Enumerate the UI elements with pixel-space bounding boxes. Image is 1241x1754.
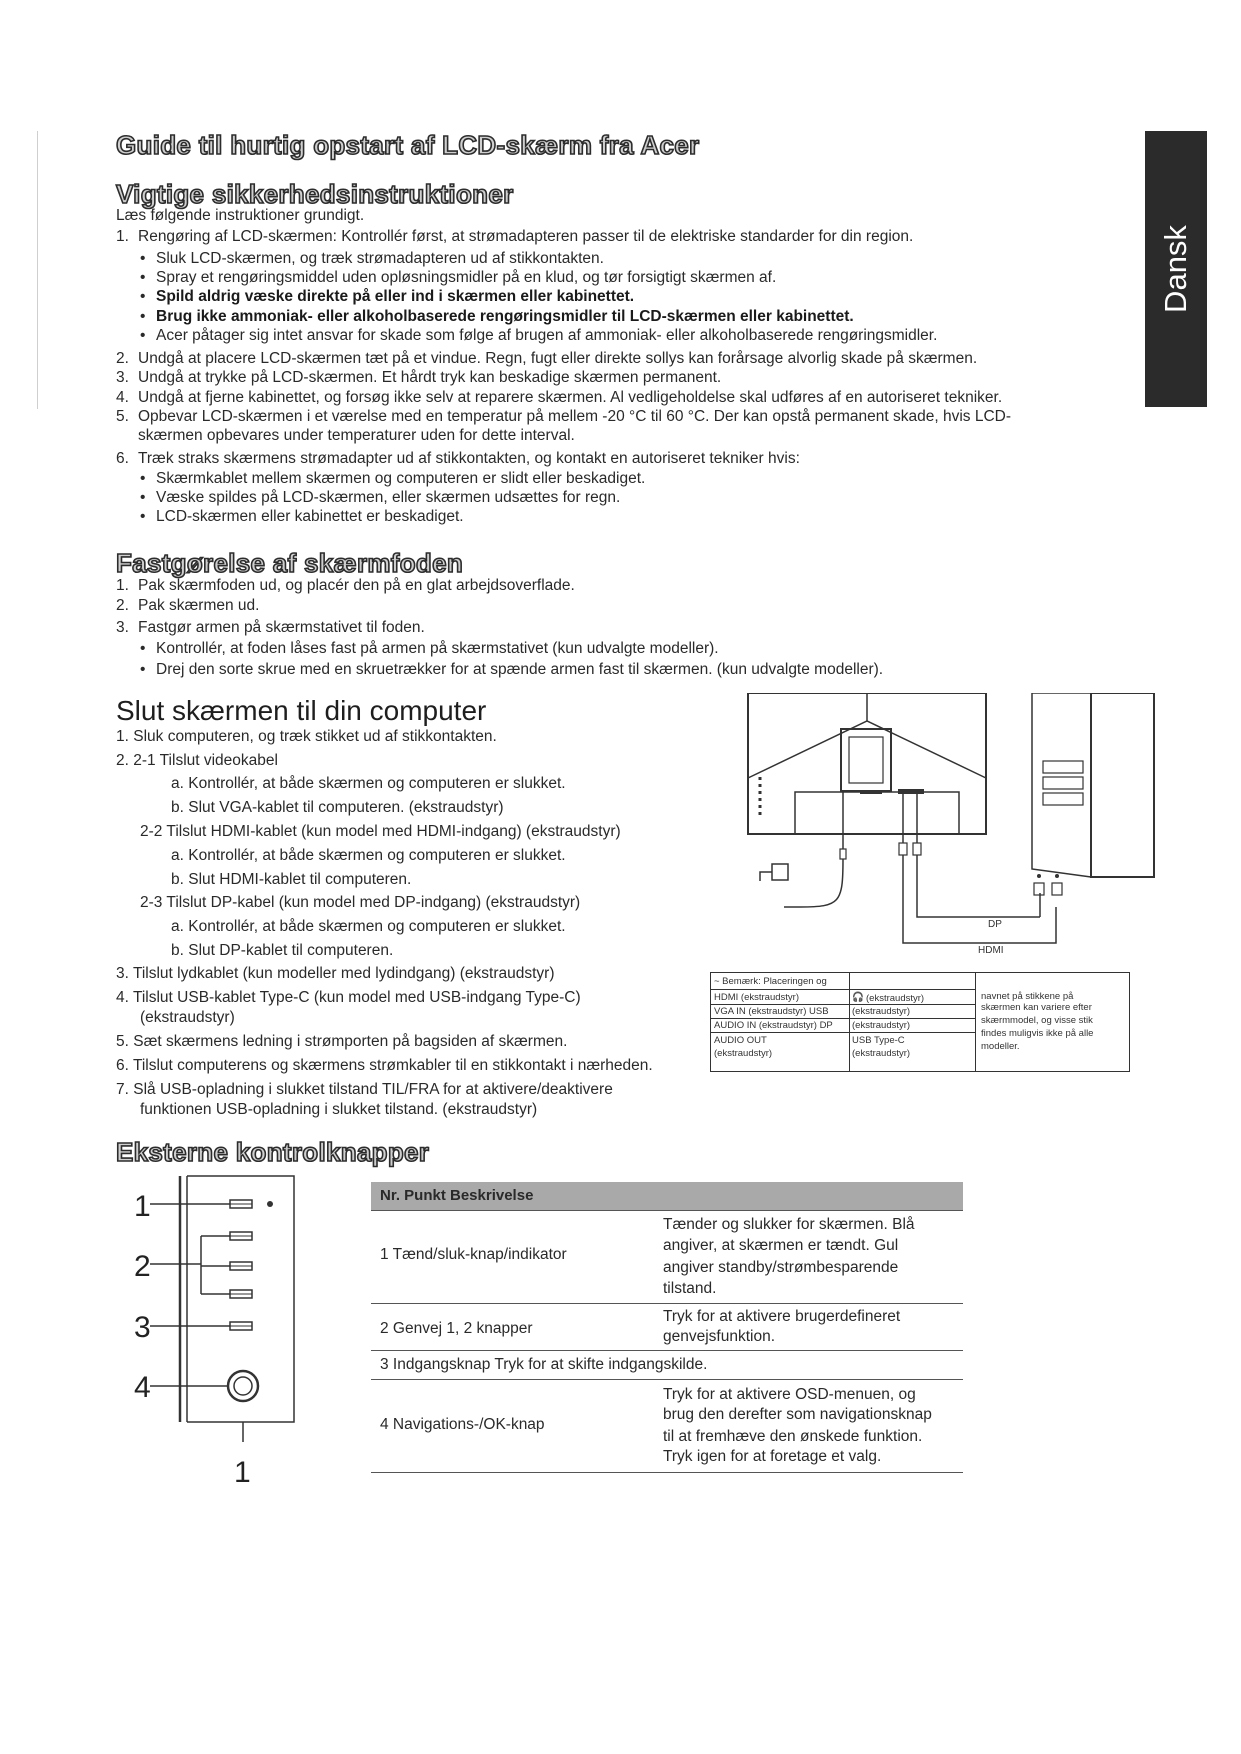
stand-item-text: Pak skærmfoden ud, og placér den på en glat arbejdsoverflade.: [138, 577, 575, 594]
note-cell: AUDIO OUT: [714, 1035, 767, 1046]
note-cell: findes muligvis ikke på alle: [981, 1028, 1094, 1039]
bullet: •: [140, 640, 146, 657]
diagram-number: 2: [134, 1250, 151, 1283]
note-cell: (ekstraudstyr): [866, 993, 925, 1004]
safety-bullet-warning: Brug ikke ammoniak- eller alkoholbaserede rengøringsmidler til LCD-skærmen eller kabinettet.: [156, 308, 854, 325]
safety-bullet: Væske spildes på LCD-skærmen, eller skærmen udsættes for regn.: [156, 489, 621, 506]
connect-step: funktionen USB-opladning i slukket tilstand. (ekstraudstyr): [140, 1101, 538, 1118]
stand-item-num: 2.: [116, 597, 129, 614]
note-cell: ~ Bemærk: Placeringen og: [714, 976, 827, 987]
stand-heading: Fastgørelse af skærmfoden: [116, 548, 464, 578]
safety-heading: Vigtige sikkerhedsinstruktioner: [116, 179, 514, 209]
connect-substep: b. Slut DP-kablet til computeren.: [171, 942, 394, 959]
table-rule: [371, 1303, 963, 1304]
stand-item-text: Fastgør armen på skærmstativet til foden.: [138, 619, 425, 636]
table-row-desc: brug den derefter som navigationsknap: [663, 1406, 932, 1423]
diagram-number: 1: [134, 1190, 151, 1223]
connect-substep: b. Slut VGA-kablet til computeren. (ekstraudstyr): [171, 799, 504, 816]
table-row-desc: Tryk for at aktivere brugerdefineret: [663, 1308, 901, 1325]
diagram-number: 1: [234, 1456, 251, 1489]
connect-step: 2-2 Tilslut HDMI-kablet (kun model med HDMI-indgang) (ekstraudstyr): [140, 823, 621, 840]
table-row-desc: angiver, at skærmen er tændt. Gul: [663, 1237, 899, 1254]
connect-step: 5. Sæt skærmens ledning i strømporten på bagsiden af skærmen.: [116, 1033, 568, 1050]
note-cell: (ekstraudstyr): [714, 1048, 773, 1059]
table-rule: [371, 1379, 963, 1380]
table-rule: [371, 1210, 963, 1211]
safety-bullet: LCD-skærmen eller kabinettet er beskadiget.: [156, 508, 464, 525]
connect-substep: b. Slut HDMI-kablet til computeren.: [171, 871, 412, 888]
hdmi-label: HDMI: [978, 945, 1004, 956]
safety-item-num: 6.: [116, 450, 129, 467]
note-cell: modeller.: [981, 1041, 1020, 1052]
connect-step: 1. Sluk computeren, og træk stikket ud af stikkontakten.: [116, 728, 497, 745]
safety-item-text: Opbevar LCD-skærmen i et værelse med en temperatur på mellem -20 °C til 60 °C. Der kan opstå permanent skade, hvis LCD-: [138, 408, 1011, 425]
bullet: •: [140, 508, 146, 525]
safety-item-num: 3.: [116, 369, 129, 386]
table-header: [371, 1182, 963, 1210]
diagram-number: 4: [134, 1371, 151, 1404]
diagram-number: 3: [134, 1311, 151, 1344]
safety-item-text: Undgå at placere LCD-skærmen tæt på et vindue. Regn, fugt eller direkte sollys kan forårsage alvorlig skade på skærmen.: [138, 350, 978, 367]
connect-substep: a. Kontrollér, at både skærmen og computeren er slukket.: [171, 847, 566, 864]
connect-step: 7. Slå USB-opladning i slukket tilstand TIL/FRA for at aktivere/deaktivere: [116, 1081, 613, 1098]
table-row-desc: genvejsfunktion.: [663, 1328, 776, 1345]
note-cell: USB Type-C: [852, 1035, 905, 1046]
connect-step: (ekstraudstyr): [140, 1009, 235, 1026]
bullet: •: [140, 470, 146, 487]
safety-item-text: Rengøring af LCD-skærmen: Kontrollér først, at strømadapteren passer til de elektriske standarder for din region.: [138, 228, 914, 245]
language-tab: [1145, 131, 1207, 407]
note-cell: skærmen kan variere efter: [981, 1002, 1092, 1013]
connect-step: 3. Tilslut lydkablet (kun modeller med lydindgang) (ekstraudstyr): [116, 965, 555, 982]
safety-bullet: Sluk LCD-skærmen, og træk strømadapteren ud af stikkontakten.: [156, 250, 604, 267]
note-cell: (ekstraudstyr): [852, 1048, 911, 1059]
connect-step: 4. Tilslut USB-kablet Type-C (kun model med USB-indgang Type-C): [116, 989, 581, 1006]
table-row-item: 3 Indgangsknap Tryk for at skifte indgangskilde.: [380, 1356, 708, 1373]
bullet: •: [140, 327, 146, 344]
safety-item-text: skærmen opbevares under temperaturer uden for dette interval.: [138, 427, 575, 444]
connect-step: 2. 2-1 Tilslut videokabel: [116, 752, 278, 769]
connect-heading: Slut skærmen til din computer: [116, 695, 487, 726]
table-row-item: 2 Genvej 1, 2 knapper: [380, 1320, 533, 1337]
language-tab-label: Dansk: [1158, 225, 1193, 313]
stand-item-text: Pak skærmen ud.: [138, 597, 260, 614]
stand-bullet: Drej den sorte skrue med en skruetrækker for at spænde armen fast til skærmen. (kun udvalgte modeller).: [156, 661, 884, 678]
table-row-desc: Tryk for at aktivere OSD-menuen, og: [663, 1386, 916, 1403]
table-row-desc: Tænder og slukker for skærmen. Blå: [663, 1216, 915, 1233]
table-row-desc: til at fremhæve den ønskede funktion.: [663, 1428, 923, 1445]
bullet: •: [140, 250, 146, 267]
connection-diagram: [700, 693, 1160, 963]
bullet: •: [140, 288, 146, 305]
table-rule: [371, 1350, 963, 1351]
stand-item-num: 3.: [116, 619, 129, 636]
connect-step: 2-3 Tilslut DP-kabel (kun model med DP-indgang) (ekstraudstyr): [140, 894, 581, 911]
margin-line: [37, 131, 38, 409]
note-cell: (ekstraudstyr): [852, 1020, 911, 1031]
note-cell: (ekstraudstyr): [852, 1006, 911, 1017]
safety-item-text: Undgå at trykke på LCD-skærmen. Et hårdt tryk kan beskadige skærmen permanent.: [138, 369, 722, 386]
safety-item-num: 5.: [116, 408, 129, 425]
connector-note-box: [710, 972, 1130, 1072]
safety-bullet: Skærmkablet mellem skærmen og computeren er slidt eller beskadiget.: [156, 470, 646, 487]
note-cell: navnet på stikkene på: [981, 991, 1074, 1002]
control-buttons-diagram: [130, 1172, 310, 1502]
stand-bullet: Kontrollér, at foden låses fast på armen på skærmstativet (kun udvalgte modeller).: [156, 640, 719, 657]
safety-item-text: Træk straks skærmens strømadapter ud af stikkontakten, og kontakt en autoriseret tekniker hvis:: [138, 450, 800, 467]
safety-bullet-warning: Spild aldrig væske direkte på eller ind i skærmen eller kabinettet.: [156, 288, 635, 305]
stand-item-num: 1.: [116, 577, 129, 594]
safety-item-num: 1.: [116, 228, 129, 245]
bullet: •: [140, 308, 146, 325]
connect-substep: a. Kontrollér, at både skærmen og computeren er slukket.: [171, 918, 566, 935]
page-title: Guide til hurtig opstart af LCD-skærm fra Acer: [116, 130, 700, 160]
note-cell: VGA IN (ekstraudstyr) USB: [714, 1006, 829, 1017]
safety-item-num: 4.: [116, 389, 129, 406]
controls-heading: Eksterne kontrolknapper: [116, 1137, 430, 1167]
table-row-desc: angiver standby/strømbesparende: [663, 1259, 899, 1276]
table-rule: [371, 1472, 963, 1473]
note-cell: skærmmodel, og visse stik: [981, 1015, 1093, 1026]
bullet: •: [140, 661, 146, 678]
note-cell: AUDIO IN (ekstraudstyr) DP: [714, 1020, 833, 1031]
safety-item-num: 2.: [116, 350, 129, 367]
table-row-desc: tilstand.: [663, 1280, 717, 1297]
table-row-item: 4 Navigations-/OK-knap: [380, 1416, 545, 1433]
note-cell: HDMI (ekstraudstyr): [714, 992, 799, 1003]
connect-substep: a. Kontrollér, at både skærmen og computeren er slukket.: [171, 775, 566, 792]
headphone-icon: 🎧: [852, 992, 864, 1003]
safety-bullet: Acer påtager sig intet ansvar for skade som følge af brugen af ammoniak- eller alkoholbaserede rengøringsmidler.: [156, 327, 938, 344]
bullet: •: [140, 269, 146, 286]
table-row-desc: Tryk igen for at foretage et valg.: [663, 1448, 882, 1465]
safety-intro: Læs følgende instruktioner grundigt.: [116, 207, 365, 224]
bullet: •: [140, 489, 146, 506]
safety-bullet: Spray et rengøringsmiddel uden opløsningsmidler på en klud, og tør forsigtigt skærmen af.: [156, 269, 777, 286]
safety-item-text: Undgå at fjerne kabinettet, og forsøg ikke selv at reparere skærmen. Al vedligeholdelse skal udføres af en autoriseret tekniker.: [138, 389, 1003, 406]
dp-label: DP: [988, 919, 1002, 930]
table-header-label: Nr. Punkt Beskrivelse: [380, 1187, 534, 1204]
table-row-item: 1 Tænd/sluk-knap/indikator: [380, 1246, 567, 1263]
connect-step: 6. Tilslut computerens og skærmens strømkabler til en stikkontakt i nærheden.: [116, 1057, 653, 1074]
